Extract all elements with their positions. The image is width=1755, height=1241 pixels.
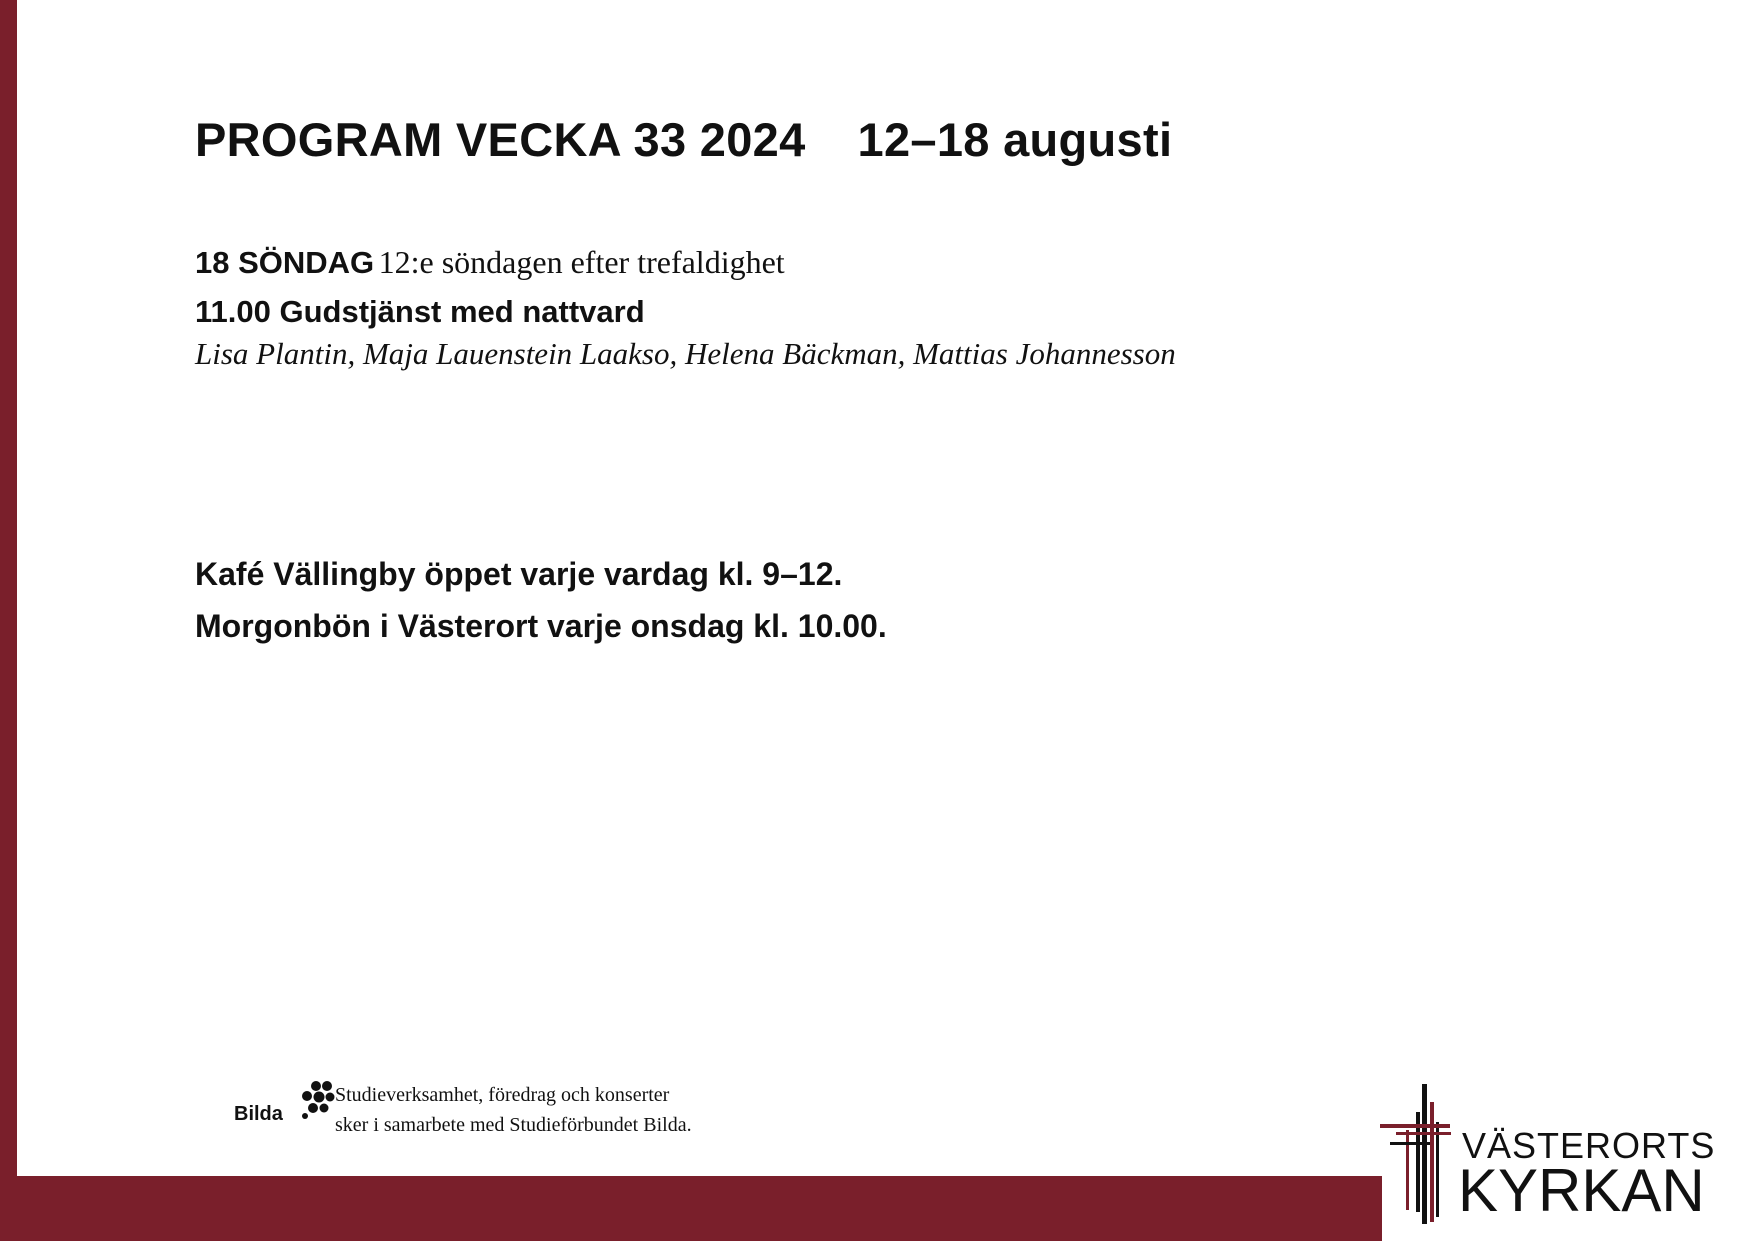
- bilda-logo: [234, 1080, 334, 1130]
- event-block: [195, 240, 1176, 375]
- info-block: [195, 548, 887, 652]
- left-accent-bar: [0, 0, 17, 1241]
- church-name-line1: VÄSTERORTS: [1462, 1125, 1716, 1166]
- bilda-caption-line1: Studieverksamhet, föredrag och konserter: [335, 1084, 670, 1106]
- bilda-logo-text: Bilda: [234, 1103, 283, 1125]
- bilda-caption-line2: sker i samarbete med Studieförbundet Bilda.: [335, 1114, 692, 1136]
- church-logo: [1376, 1082, 1716, 1230]
- info-prayer: Morgonbön i Västerort varje onsdag kl. 10.00.: [195, 608, 887, 644]
- event-day: 18 SÖNDAG: [195, 245, 375, 280]
- event-occasion: 12:e söndagen efter trefaldighet: [378, 244, 785, 280]
- event-people: Lisa Plantin, Maja Lauenstein Laakso, Helena Bäckman, Mattias Johannesson: [195, 336, 1176, 371]
- bilda-logo-icon: [294, 1080, 336, 1120]
- title-dates: 12–18 augusti: [857, 113, 1173, 166]
- event-service: 11.00 Gudstjänst med nattvard: [195, 294, 645, 329]
- cross-icon: [1376, 1082, 1466, 1230]
- bottom-accent-bar: [0, 1176, 1382, 1241]
- event-day-line: [195, 240, 1176, 291]
- title-week: PROGRAM VECKA 33 2024: [195, 113, 806, 166]
- info-cafe: Kafé Vällingby öppet varje vardag kl. 9–12.: [195, 556, 843, 592]
- church-name-line2: KYRKAN: [1458, 1157, 1705, 1224]
- bilda-caption: [335, 1080, 692, 1140]
- page-title: [195, 112, 1172, 167]
